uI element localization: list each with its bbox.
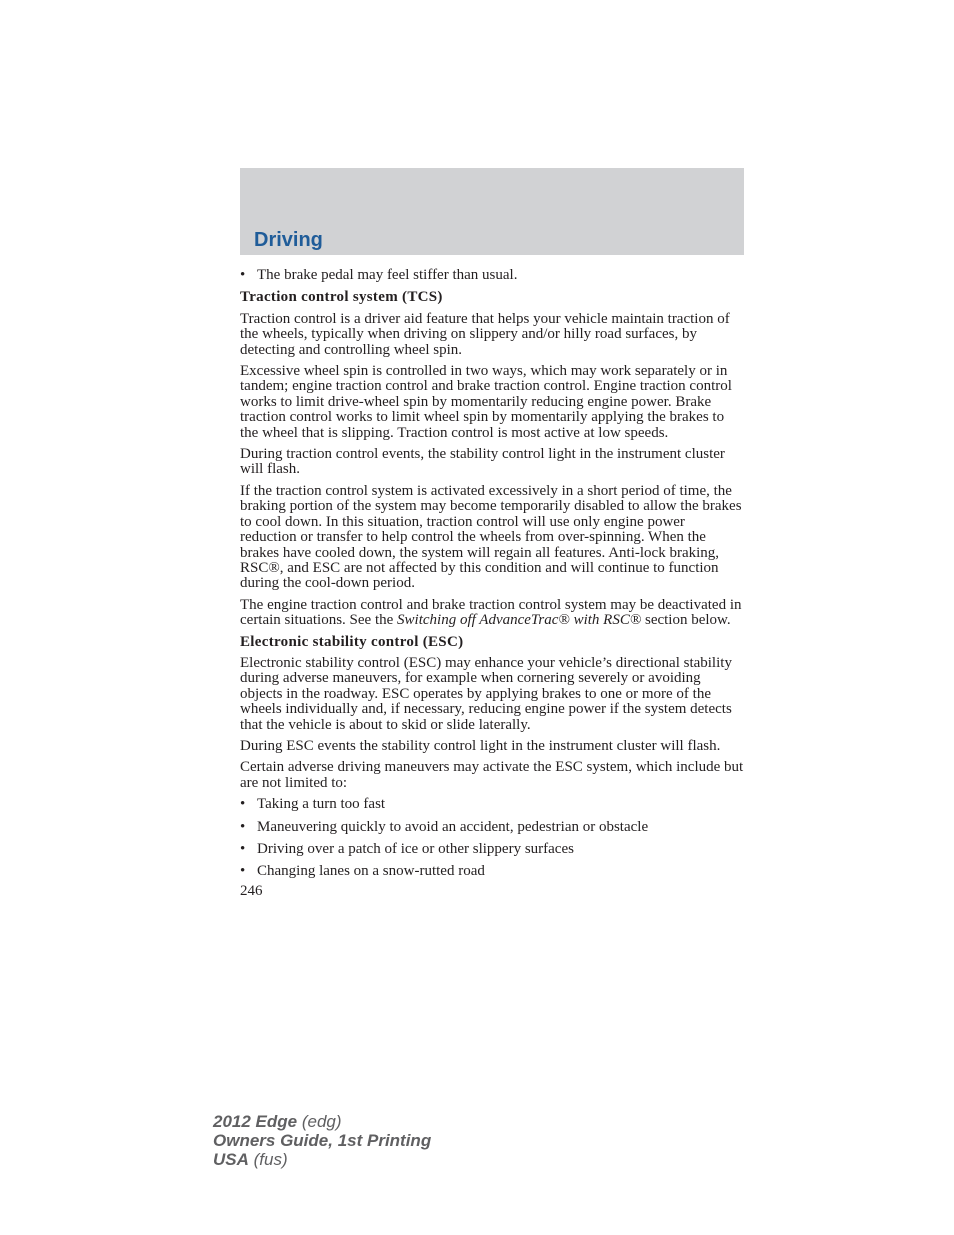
list-item-text: Driving over a patch of ice or other slippery surfaces xyxy=(257,841,574,857)
bullet-icon: • xyxy=(240,863,246,880)
esc-heading: Electronic stability control (ESC) xyxy=(240,633,464,650)
esc-paragraph-2: During ESC events the stability control light in the instrument cluster will flash. xyxy=(240,737,721,754)
list-item xyxy=(240,842,744,857)
page-content xyxy=(240,268,744,899)
list-item-text: Maneuvering quickly to avoid an accident, pedestrian or obstacle xyxy=(257,818,649,835)
paragraph-text: section below. xyxy=(641,612,731,629)
document-footer xyxy=(213,1112,431,1169)
footer-guide: Owners Guide, 1st Printing xyxy=(213,1131,432,1150)
list-item-text: Taking a turn too fast xyxy=(257,796,386,813)
section-title: Driving xyxy=(254,229,323,251)
footer-line-model xyxy=(213,1112,431,1131)
tcs-paragraph-5 xyxy=(240,598,744,629)
bullet-icon: • xyxy=(240,818,246,835)
footer-line-guide xyxy=(213,1131,431,1150)
bullet-icon: • xyxy=(240,267,246,283)
esc-paragraph-3: Certain adverse driving maneuvers may activate the ESC system, which include but are not limited to: xyxy=(240,759,744,791)
footer-line-region xyxy=(213,1150,431,1169)
bullet-icon: • xyxy=(240,841,246,857)
tcs-paragraph-2: Excessive wheel spin is controlled in two ways, which may work separately or in tandem; engine traction control and brake traction control. Engine traction control works to limit drive-wheel spin by momentarily reducing engine power. Brake traction control works to limit wheel spin by momentarily applying the brakes to the wheel that is slipping. Traction control is most active at low speeds. xyxy=(240,363,732,441)
list-item xyxy=(240,268,744,283)
footer-model-code: (edg) xyxy=(297,1112,342,1131)
bullet-icon: • xyxy=(240,796,246,813)
list-item-text: The brake pedal may feel stiffer than usual. xyxy=(257,267,518,283)
page-number: 246 xyxy=(240,882,263,899)
list-item-text: Changing lanes on a snow-rutted road xyxy=(257,863,485,880)
tcs-paragraph-4: If the traction control system is activated excessively in a short period of time, the braking portion of the system may become temporarily disabled to allow the brakes to cool down. In this situation, traction control will use only engine power reduction or transfer to help control the wheels from over-spinning. When the brakes have cooled down, the system will regain all features. Anti-lock braking, RSC®, and ESC are not affected by this condition and will continue to function during the cool-down period. xyxy=(240,482,742,592)
list-item xyxy=(240,864,744,879)
section-reference: Switching off AdvanceTrac® with RSC® xyxy=(397,612,642,629)
paragraph-text: The engine traction control and brake traction control system may be deactivated in certain situations. See the xyxy=(240,596,742,629)
esc-paragraph-1: Electronic stability control (ESC) may enhance your vehicle’s directional stability during adverse maneuvers, for example when cornering severely or avoiding objects in the roadway. ESC operates by applying brakes to one or more of the wheels individually and, if necessary, reducing engine power if the system detects that the vehicle is about to skid or slide laterally. xyxy=(240,654,732,733)
list-item xyxy=(240,820,744,835)
tcs-heading: Traction control system (TCS) xyxy=(240,289,443,306)
footer-region-code: (fus) xyxy=(248,1150,288,1169)
footer-model: 2012 Edge xyxy=(213,1112,298,1131)
list-item xyxy=(240,797,744,812)
section-header-band xyxy=(240,168,744,255)
footer-region: USA xyxy=(213,1150,249,1169)
tcs-paragraph-3: During traction control events, the stability control light in the instrument cluster will flash. xyxy=(240,446,725,478)
tcs-paragraph-1: Traction control is a driver aid feature that helps your vehicle maintain traction of the wheels, typically when driving on slippery and/or hilly road surfaces, by detecting and controlling wheel spin. xyxy=(240,310,730,358)
